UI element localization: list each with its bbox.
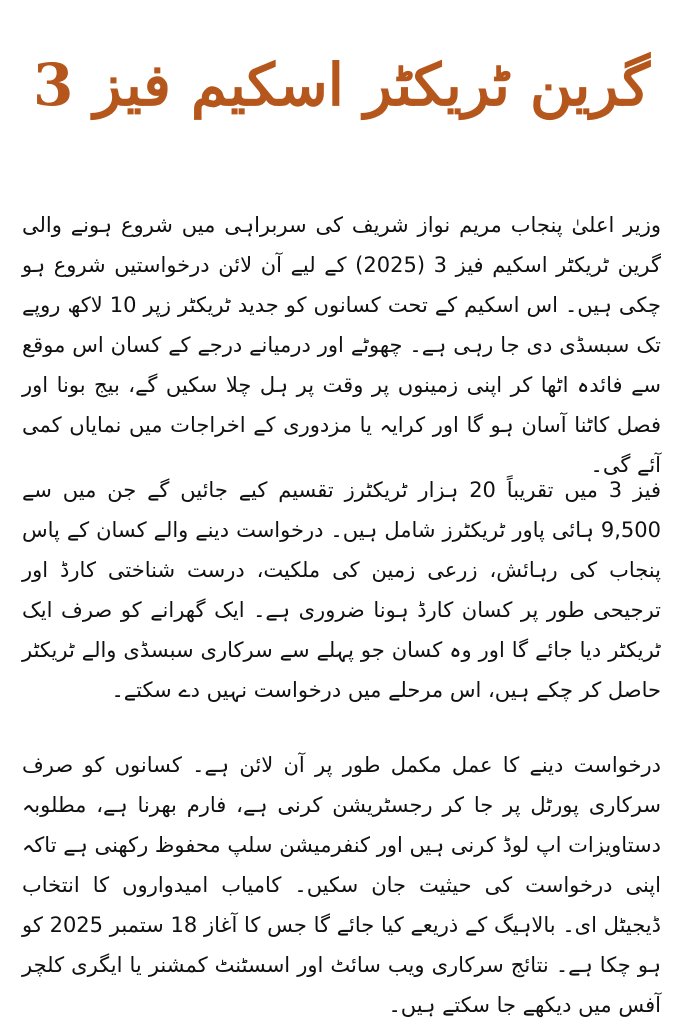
page-title: گرین ٹریکٹر اسکیم فیز 3 [33, 51, 650, 119]
paragraph-1: وزیر اعلیٰ پنجاب مریم نواز شریف کی سربراہی میں شروع ہونے والی گرین ٹریکٹر اسکیم فیز 3 (2025) کے لیے آن لائن درخواستیں شروع ہو چکی ہیں۔ اس اسکیم کے تحت کسانوں کو جدید ٹریکٹر زپر 10 لاکھ روپے تک سبسڈی دی جا رہی ہے۔ چھوٹے اور درمیانے درجے کے کسان اس موقع سے فائدہ اٹھا کر اپنی زمینوں پر وقت پر ہل چلا سکیں گے، بیج بونا اور فصل کاٹنا آسان ہو گا اور کرایہ یا مزدوری کے اخراجات میں نمایاں کمی آئے گی۔ [22, 213, 661, 477]
paragraph-3: درخواست دینے کا عمل مکمل طور پر آن لائن ہے۔ کسانوں کو صرف سرکاری پورٹل پر جا کر رجسٹریشن کرنی ہے، فارم بھرنا ہے، مطلوبہ دستاویزات اپ لوڈ کرنی ہیں اور کنفرمیشن سلپ محفوظ رکھنی ہے تاکہ اپنی درخواست کی حیثیت جان سکیں۔ کامیاب امیدواروں کا انتخاب ڈیجیٹل ای۔ بالاہیگ کے ذریعے کیا جائے گا جس کا آغاز 18 ستمبر 2025 کو ہو چکا ہے۔ نتائج سرکاری ویب سائٹ اور اسسٹنٹ کمشنر یا ایگری کلچر آفس میں دیکھے جا سکتے ہیں۔ [22, 753, 661, 1017]
paragraph-2: فیز 3 میں تقریباً 20 ہزار ٹریکٹرز تقسیم کیے جائیں گے جن میں سے 9,500 ہائی پاور ٹریکٹرز شامل ہیں۔ درخواست دینے والے کسان کے پاس پنجاب کی رہائش، زرعی زمین کی ملکیت، درست شناختی کارڈ اور ترجیحی طور پر کسان کارڈ ہونا ضروری ہے۔ ایک گھرانے کو صرف ایک ٹریکٹر دیا جائے گا اور وہ کسان جو پہلے سے سرکاری سبسڈی والے ٹریکٹر حاصل کر چکے ہیں، اس مرحلے میں درخواست نہیں دے سکتے۔ [22, 478, 662, 702]
